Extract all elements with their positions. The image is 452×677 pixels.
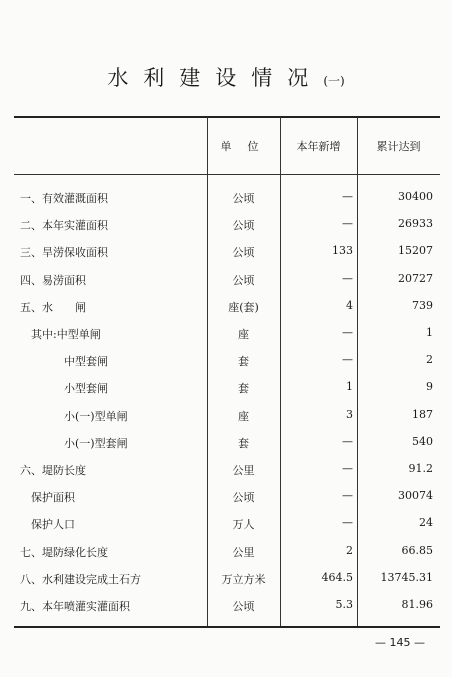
row-new-this-year: 2 xyxy=(346,544,353,557)
row-name: 二、本年实灌面积 xyxy=(20,219,108,232)
header-new-this-year: 本年新增 xyxy=(296,140,341,153)
row-cumulative: 2 xyxy=(426,353,433,366)
row-cumulative: 30400 xyxy=(398,190,433,203)
row-cumulative: 9 xyxy=(426,380,433,393)
table-row xyxy=(14,462,440,482)
row-cumulative: 91.2 xyxy=(408,462,433,475)
row-new-this-year: — xyxy=(342,353,353,366)
row-unit: 万人 xyxy=(232,518,255,531)
row-unit: 万立方米 xyxy=(221,573,266,586)
row-unit: 座 xyxy=(238,410,249,423)
table-row xyxy=(14,516,440,536)
row-new-this-year: 3 xyxy=(346,408,353,421)
row-unit: 套 xyxy=(238,355,249,368)
row-unit: 套 xyxy=(238,437,249,450)
row-name: 保护面积 xyxy=(20,491,75,504)
row-name: 一、有效灌溉面积 xyxy=(20,192,108,205)
row-cumulative: 66.85 xyxy=(401,544,433,557)
table-row xyxy=(14,299,440,319)
table-header-rule xyxy=(14,174,440,175)
row-cumulative: 187 xyxy=(412,408,433,421)
row-cumulative: 540 xyxy=(412,435,433,448)
table-row xyxy=(14,326,440,346)
table-row xyxy=(14,489,440,509)
row-name: 小(一)型套闸 xyxy=(20,437,128,450)
page-title xyxy=(0,62,452,92)
row-unit: 公里 xyxy=(232,546,255,559)
table-row xyxy=(14,544,440,564)
table-row xyxy=(14,190,440,210)
row-new-this-year: — xyxy=(342,516,353,529)
row-new-this-year: 5.3 xyxy=(335,598,353,611)
row-unit: 公顷 xyxy=(232,219,255,232)
row-name: 九、本年喷灌实灌面积 xyxy=(20,600,130,613)
row-unit: 公顷 xyxy=(232,491,255,504)
row-unit: 座(套) xyxy=(228,301,259,314)
row-new-this-year: 464.5 xyxy=(321,571,353,584)
row-cumulative: 30074 xyxy=(398,489,433,502)
row-name: 其中:中型单闸 xyxy=(20,328,101,341)
table-row xyxy=(14,571,440,591)
table-row xyxy=(14,217,440,237)
row-cumulative: 26933 xyxy=(398,217,433,230)
row-cumulative: 739 xyxy=(412,299,433,312)
row-new-this-year: — xyxy=(342,217,353,230)
row-cumulative: 1 xyxy=(426,326,433,339)
row-cumulative: 20727 xyxy=(398,272,433,285)
row-new-this-year: — xyxy=(342,462,353,475)
row-unit: 公顷 xyxy=(232,600,255,613)
row-new-this-year: — xyxy=(342,326,353,339)
row-name: 中型套闸 xyxy=(20,355,108,368)
row-unit: 套 xyxy=(238,382,249,395)
title-suffix: (一) xyxy=(323,74,345,88)
row-cumulative: 13745.31 xyxy=(380,571,433,584)
row-unit: 公里 xyxy=(232,464,255,477)
row-name: 保护人口 xyxy=(20,518,75,531)
table-row xyxy=(14,435,440,455)
row-name: 小型套闸 xyxy=(20,382,108,395)
table-row xyxy=(14,598,440,618)
table-row xyxy=(14,244,440,264)
row-name: 三、旱涝保收面积 xyxy=(20,246,108,259)
row-unit: 座 xyxy=(238,328,249,341)
row-new-this-year: — xyxy=(342,190,353,203)
row-new-this-year: — xyxy=(342,489,353,502)
row-name: 七、堤防绿化长度 xyxy=(20,546,108,559)
header-unit: 单位 xyxy=(220,140,275,153)
row-new-this-year: — xyxy=(342,435,353,448)
title-text: 水利建设情况 xyxy=(107,66,324,90)
row-name: 四、易涝面积 xyxy=(20,274,86,287)
row-name: 五、水 闸 xyxy=(20,301,86,314)
header-cumulative: 累计达到 xyxy=(376,140,421,153)
row-cumulative: 15207 xyxy=(398,244,433,257)
table-row xyxy=(14,380,440,400)
row-name: 八、水利建设完成土石方 xyxy=(20,573,141,586)
row-new-this-year: 1 xyxy=(346,380,353,393)
row-new-this-year: 133 xyxy=(332,244,353,257)
row-unit: 公顷 xyxy=(232,274,255,287)
row-name: 小(一)型单闸 xyxy=(20,410,128,423)
row-name: 六、堤防长度 xyxy=(20,464,86,477)
table-row xyxy=(14,353,440,373)
table-row xyxy=(14,272,440,292)
row-cumulative: 24 xyxy=(419,516,433,529)
row-new-this-year: 4 xyxy=(346,299,353,312)
table-bottom-rule xyxy=(14,626,440,628)
row-unit: 公顷 xyxy=(232,192,255,205)
row-new-this-year: — xyxy=(342,272,353,285)
table-row xyxy=(14,408,440,428)
table-top-rule xyxy=(14,116,440,118)
row-cumulative: 81.96 xyxy=(401,598,433,611)
page-number: — 145 — xyxy=(375,636,425,649)
row-unit: 公顷 xyxy=(232,246,255,259)
